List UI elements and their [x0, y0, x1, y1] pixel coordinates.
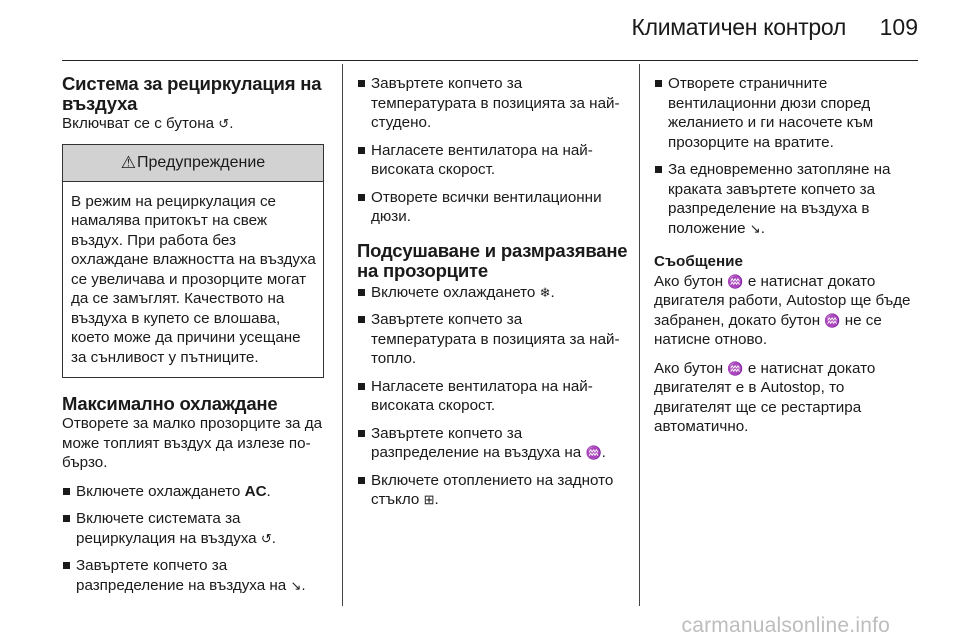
header-title: Климатичен контрол: [631, 14, 846, 40]
max-cooling-list-cont: [357, 74, 629, 227]
recirc-icon: ↺: [218, 116, 230, 131]
list-item: За едновременно затопляне на краката завъртете копчето за разпределение на въздуха в положение ↘.: [654, 160, 916, 238]
warning-icon: ⚠: [120, 152, 137, 172]
max-cooling-heading: Максимално охлаждане: [62, 393, 278, 414]
max-cooling-list: [62, 482, 324, 596]
list-item: Отворете всички вентилационни дюзи.: [357, 188, 629, 227]
message-text-2: Ако бутон ♒ е натиснат докато двигателят е в Autostop, то двигателят ще се рестартира автоматично.: [654, 359, 876, 435]
windshield-icon: ♒: [727, 360, 744, 376]
recirc-icon: ↺: [260, 530, 272, 546]
recirc-text: Включват се с бутона ↺.: [62, 115, 234, 132]
list-item: Включете охлаждането AC.: [62, 482, 324, 502]
watermark: carmanualsonline.info: [681, 614, 890, 637]
windshield-icon: ♒: [824, 312, 841, 328]
header-rule: [62, 60, 918, 61]
list-item: Завъртете копчето за температурата в позицията за най-студено.: [357, 74, 629, 133]
defog-list: [357, 283, 629, 510]
face-vent-icon: ↘: [290, 577, 302, 593]
list-item: Нагласете вентилатора на най-високата скорост.: [357, 141, 629, 180]
warning-body: В режим на рециркулация се намалява притокът на свеж въздух. При работа без охлаждане влажността на въздуха се увеличава и прозорците могат да се замъглят. Качеството на въздуха в купето се влошава, което може да причини усещане за сънливост у пътниците.: [71, 192, 316, 366]
list-item: Включете охлаждането ❄.: [357, 283, 629, 303]
windshield-icon: ♒: [585, 445, 602, 460]
warning-title: Предупреждение: [137, 153, 266, 171]
list-item: Отворете страничните вентилационни дюзи според желанието и ги насочете към прозорците на вратите.: [654, 74, 916, 152]
windshield-icon: ♒: [727, 273, 744, 289]
list-item: Включете отоплението на задното стъкло ⊞.: [357, 471, 629, 510]
page-number: 109: [879, 14, 918, 40]
list-item: Включете системата за рециркулация на въздуха ↺.: [62, 509, 324, 548]
list-item: Завъртете копчето за разпределение на въздуха на ♒.: [357, 424, 629, 463]
rear-defrost-icon: ⊞: [423, 492, 435, 507]
message-text-1: Ако бутон ♒ е натиснат докато двигателя работи, Autostop ще бъде забранен, докато бутон ♒ не се натисне отново.: [654, 272, 911, 348]
column-3: [654, 74, 916, 437]
message-heading: Съобщение: [654, 253, 743, 270]
vent-list: [654, 74, 916, 238]
warning-box: [62, 144, 324, 379]
snowflake-icon: ❄: [539, 284, 551, 300]
column-divider: [639, 64, 640, 606]
list-item: Завъртете копчето за разпределение на въздуха на ↘.: [62, 556, 324, 595]
list-item: Нагласете вентилатора на най-високата скорост.: [357, 377, 629, 416]
max-cooling-text: Отворете за малко прозорците за да може топлият въздух да излезе по-бързо.: [62, 415, 323, 471]
column-2: [357, 74, 629, 518]
warning-header: [63, 145, 323, 182]
list-item: Завъртете копчето за температурата в позицията за най-топло.: [357, 310, 629, 369]
defog-heading: Подсушаване и размразяване на прозорците: [357, 239, 628, 281]
column-divider: [342, 64, 343, 606]
column-1: [62, 74, 324, 603]
feet-vent-icon: ↘: [749, 220, 761, 236]
recirc-heading: Система за рециркулация на въздуха: [62, 73, 322, 114]
page-header: [0, 0, 960, 62]
